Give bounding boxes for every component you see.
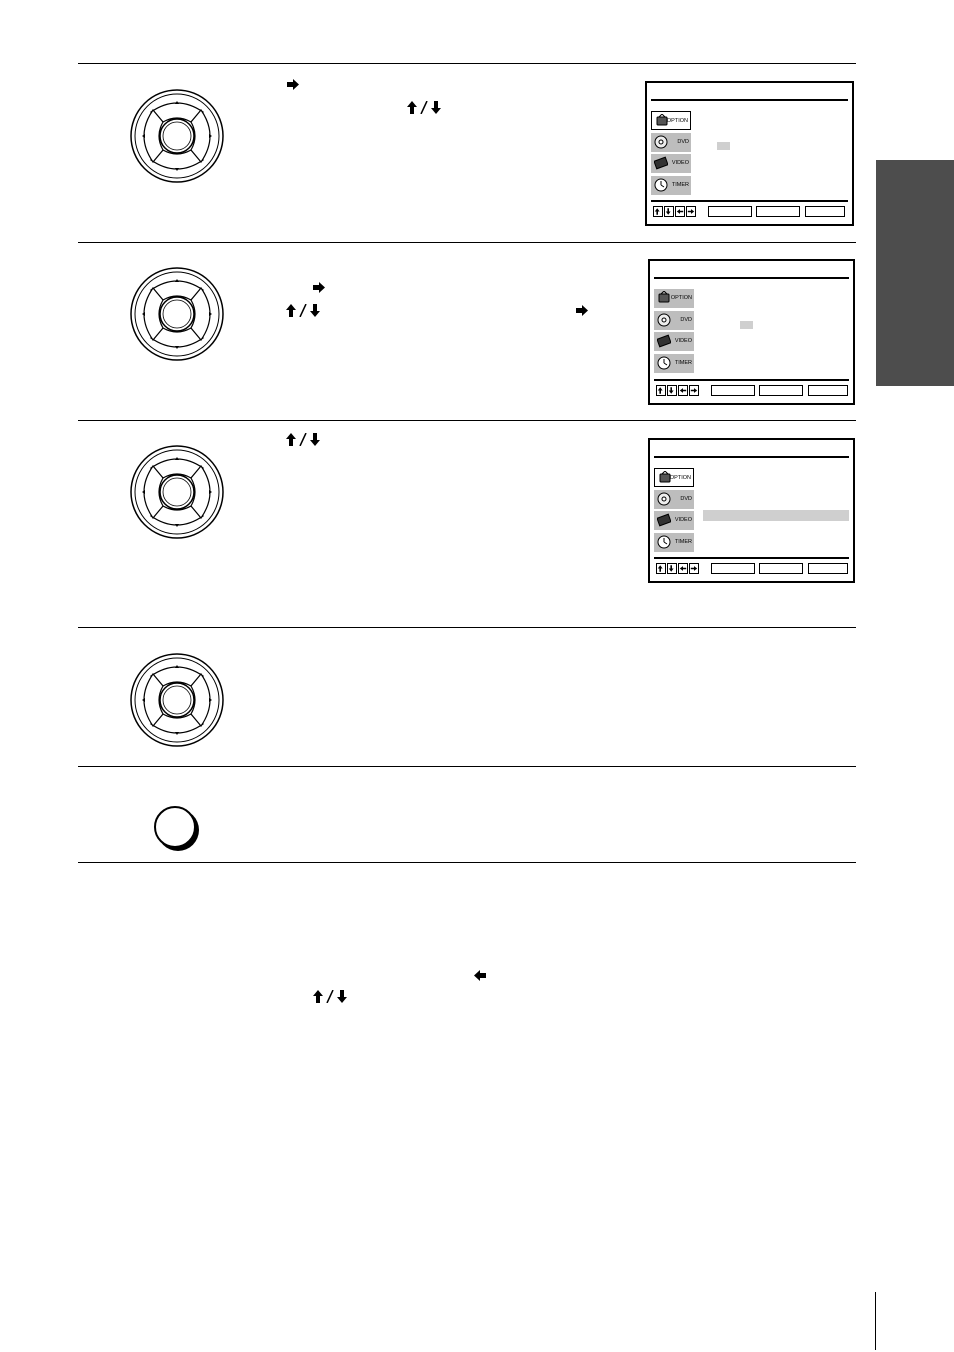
- menu-tab-label: OPTION: [666, 118, 688, 124]
- left-arrow-icon: [474, 970, 486, 981]
- menu-tab-dvd[interactable]: [654, 311, 694, 330]
- menu-tab-label: TIMER: [671, 181, 689, 188]
- arrow-left-icon: [679, 564, 687, 573]
- arrow-left-icon: [676, 207, 684, 216]
- right-arrow-icon: [576, 305, 588, 316]
- divider: [78, 766, 856, 767]
- dial-icon: [129, 444, 225, 540]
- menu-highlight: [717, 142, 730, 150]
- nav-down-key: [667, 563, 677, 574]
- nav-right-key: [689, 385, 699, 396]
- nav-left-key: [678, 385, 688, 396]
- arrow-down-icon: [668, 386, 676, 395]
- menu-tab-label: OPTION: [670, 295, 692, 301]
- dial-step-1[interactable]: [129, 88, 225, 184]
- menu-function-button: [808, 563, 848, 574]
- menu-tab-option[interactable]: [654, 289, 694, 308]
- dial-icon: [129, 266, 225, 362]
- menu-tab-timer[interactable]: [654, 533, 694, 552]
- up-down-arrow-icon: [286, 433, 324, 446]
- timer-icon: [657, 356, 671, 370]
- menu-tab-timer[interactable]: [654, 354, 694, 373]
- dial-icon: [129, 652, 225, 748]
- arrow-down-icon: [668, 564, 676, 573]
- divider: [78, 627, 856, 628]
- menu-function-button: [759, 385, 803, 396]
- menu-highlight: [703, 510, 849, 521]
- video-icon: [654, 156, 668, 170]
- divider: [78, 420, 856, 421]
- arrow-right-icon: [687, 207, 695, 216]
- menu-tab-label: DVD: [677, 138, 689, 145]
- menu-tab-label: DVD: [680, 495, 692, 502]
- nav-left-key: [678, 563, 688, 574]
- menu-tab-timer[interactable]: [651, 176, 691, 195]
- arrow-up-icon: [657, 564, 665, 573]
- arrow-right-icon: [690, 564, 698, 573]
- menu-function-button: [756, 206, 800, 217]
- menu-function-button: [759, 563, 803, 574]
- menu-footer-bar: [651, 200, 848, 202]
- up-down-arrow-icon: [407, 101, 445, 114]
- menu-tab-label: DVD: [680, 316, 692, 323]
- nav-up-key: [656, 563, 666, 574]
- dial-step-4[interactable]: [129, 652, 225, 748]
- page-number-divider: [875, 1292, 876, 1350]
- menu-tab-label: OPTION: [669, 475, 691, 481]
- divider: [78, 242, 856, 243]
- arrow-right-icon: [690, 386, 698, 395]
- dial-icon: [129, 88, 225, 184]
- menu-tab-video[interactable]: [651, 154, 691, 173]
- dial-step-3[interactable]: [129, 444, 225, 540]
- menu-function-button: [805, 206, 845, 217]
- video-icon: [657, 513, 671, 527]
- arrow-up-icon: [654, 207, 662, 216]
- timer-icon: [657, 535, 671, 549]
- menu-function-button: [708, 206, 752, 217]
- nav-right-key: [689, 563, 699, 574]
- video-icon: [657, 334, 671, 348]
- arrow-down-icon: [665, 207, 673, 216]
- menu-tab-option[interactable]: [651, 111, 691, 130]
- menu-title-bar: [654, 456, 849, 458]
- nav-down-key: [667, 385, 677, 396]
- nav-up-key: [656, 385, 666, 396]
- menu-function-button: [711, 563, 755, 574]
- divider: [78, 63, 856, 64]
- menu-function-button: [711, 385, 755, 396]
- menu-tab-video[interactable]: [654, 332, 694, 351]
- up-down-arrow-icon: [313, 990, 351, 1003]
- right-arrow-icon: [287, 79, 299, 90]
- chapter-side-tab: [876, 160, 954, 386]
- nav-up-key: [653, 206, 663, 217]
- menu-tab-label: TIMER: [674, 538, 692, 545]
- option-icon: [658, 471, 672, 485]
- menu-screen-2: [648, 259, 855, 405]
- menu-tab-option[interactable]: [654, 468, 694, 487]
- enter-button[interactable]: [154, 806, 196, 848]
- menu-footer-bar: [654, 557, 849, 559]
- arrow-left-icon: [679, 386, 687, 395]
- nav-right-key: [686, 206, 696, 217]
- menu-tab-label: VIDEO: [674, 517, 692, 523]
- menu-screen-1: [645, 81, 854, 226]
- divider: [78, 862, 856, 863]
- menu-tab-label: TIMER: [674, 359, 692, 366]
- menu-highlight: [740, 321, 753, 329]
- nav-down-key: [664, 206, 674, 217]
- dial-step-2[interactable]: [129, 266, 225, 362]
- nav-left-key: [675, 206, 685, 217]
- menu-title-bar: [651, 99, 848, 101]
- menu-tab-video[interactable]: [654, 511, 694, 530]
- menu-screen-3: [648, 438, 855, 583]
- menu-tab-label: VIDEO: [671, 160, 689, 166]
- dvd-icon: [657, 313, 671, 327]
- dvd-icon: [657, 492, 671, 506]
- arrow-up-icon: [657, 386, 665, 395]
- menu-tab-label: VIDEO: [674, 338, 692, 344]
- up-down-arrow-icon: [286, 304, 324, 317]
- timer-icon: [654, 178, 668, 192]
- option-icon: [657, 291, 671, 305]
- dvd-icon: [654, 135, 668, 149]
- menu-title-bar: [654, 277, 849, 279]
- menu-tab-dvd[interactable]: [654, 490, 694, 509]
- menu-tab-dvd[interactable]: [651, 133, 691, 152]
- option-icon: [655, 114, 669, 128]
- menu-footer-bar: [654, 379, 849, 381]
- menu-function-button: [808, 385, 848, 396]
- right-arrow-icon: [313, 282, 325, 293]
